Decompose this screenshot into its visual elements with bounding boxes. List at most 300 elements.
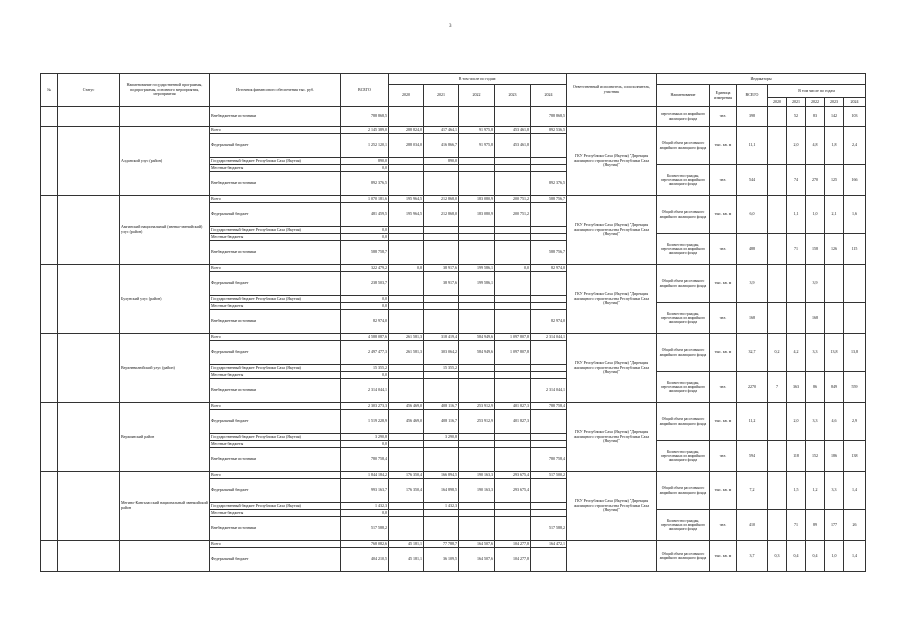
cell-ind-year: 1,4: [844, 541, 866, 572]
cell-year: [531, 296, 567, 303]
cell-n: [41, 541, 58, 572]
cell-ind-year: 0,4: [787, 541, 806, 572]
cell-total: 2 303 273,3: [341, 403, 389, 410]
cell-responsible: [567, 541, 657, 572]
cell-year: 453 461,8: [495, 134, 531, 158]
col-ind-unit: Единица измерения: [710, 85, 737, 107]
cell-ind-year: 115: [844, 234, 866, 265]
cell-year: [531, 341, 567, 365]
cell-ind-year: 13,8: [825, 334, 844, 372]
cell-source: Местные бюджеты: [210, 165, 341, 172]
cell-ind-year: 3,3: [806, 403, 825, 441]
cell-ind-unit: тыс. кв. м: [710, 403, 737, 441]
cell-year: 82 974,0: [531, 265, 567, 272]
cell-year: [389, 241, 424, 265]
cell-ind-year: 168: [806, 303, 825, 334]
cell-year: 183 080,9: [459, 203, 495, 227]
cell-year: [495, 379, 531, 403]
cell-total: 0,0: [341, 510, 389, 517]
cell-year: [459, 296, 495, 303]
cell-program: [120, 541, 210, 572]
cell-ind-year: 1,0: [825, 541, 844, 572]
cell-source: Внебюджетные источники: [210, 310, 341, 334]
cell-year: [495, 365, 531, 372]
cell-total: 588 758,7: [341, 241, 389, 265]
cell-total: 1 519 228,9: [341, 410, 389, 434]
cell-year: [459, 310, 495, 334]
year-header: 2021: [424, 85, 459, 107]
cell-year: 517 500,2: [531, 472, 567, 479]
cell-ind-year: 142: [825, 107, 844, 127]
cell-source: Федеральный бюджет: [210, 272, 341, 296]
cell-ind-year: [844, 265, 866, 303]
cell-source: Федеральный бюджет: [210, 410, 341, 434]
cell-year: [389, 441, 424, 448]
cell-ind-year: 849: [825, 372, 844, 403]
cell-source: Всего: [210, 334, 341, 341]
cell-ind-total: 488: [737, 234, 768, 265]
cell-year: 91 975,8: [459, 127, 495, 134]
cell-ind-name: Общий объем расселенного аварийного жилищного фонда: [657, 334, 710, 372]
cell-n: [41, 196, 58, 265]
cell-total: 322 479,2: [341, 265, 389, 272]
cell-n: [41, 107, 58, 127]
cell-ind-year: 2,9: [844, 403, 866, 441]
cell-ind-unit: чел.: [710, 165, 737, 196]
cell-year: [459, 107, 495, 127]
table-row: [41, 472, 866, 479]
cell-ind-total: 398: [737, 107, 768, 127]
cell-ind-unit: чел.: [710, 303, 737, 334]
cell-year: [531, 434, 567, 441]
cell-year: 38 917,6: [424, 265, 459, 272]
cell-ind-unit: чел.: [710, 510, 737, 541]
cell-source: Всего: [210, 127, 341, 134]
table-row: [41, 541, 866, 548]
cell-year: 77 788,7: [424, 541, 459, 548]
cell-year: [495, 372, 531, 379]
cell-year: 190 163,3: [459, 479, 495, 503]
cell-year: 212 868,0: [424, 203, 459, 227]
cell-year: 588 756,7: [531, 196, 567, 203]
cell-responsible: ГКУ Республики Саха (Якутия) "Дирекция жилищного строительства Республики Саха (Якутия)": [567, 127, 657, 196]
cell-status: [58, 472, 120, 541]
cell-ind-year: 4,6: [825, 403, 844, 441]
cell-total: 2 145 389,0: [341, 127, 389, 134]
cell-year: [424, 310, 459, 334]
cell-ind-year: [768, 265, 787, 303]
cell-year: 1 097 807,8: [495, 334, 531, 341]
cell-year: [389, 510, 424, 517]
cell-ind-year: 559: [844, 372, 866, 403]
cell-total: 2 314 044,1: [341, 379, 389, 403]
cell-year: 104 277,8: [495, 548, 531, 572]
cell-year: [495, 272, 531, 296]
cell-year: [531, 303, 567, 310]
cell-ind-year: 4,2: [787, 334, 806, 372]
cell-ind-name: Количество граждан, переселенных из аварийного жилищного фонда: [657, 165, 710, 196]
cell-year: 588 756,7: [531, 241, 567, 265]
cell-year: [389, 107, 424, 127]
cell-year: [424, 517, 459, 541]
year-header: 2022: [459, 85, 495, 107]
cell-year: [495, 303, 531, 310]
table-row: [41, 127, 866, 134]
ind-year-header: 2024: [844, 98, 866, 107]
cell-total: 788 868,5: [341, 107, 389, 127]
cell-year: 166 894,5: [424, 472, 459, 479]
cell-year: 176 350,4: [389, 479, 424, 503]
table-row: [41, 265, 866, 272]
cell-year: 1 097 807,8: [495, 341, 531, 365]
cell-total: 404 210,5: [341, 548, 389, 572]
cell-ind-year: 4,8: [806, 127, 825, 165]
cell-total: 0,0: [341, 165, 389, 172]
cell-ind-year: 1,4: [844, 472, 866, 510]
cell-source: Внебюджетные источники: [210, 172, 341, 196]
cell-source: Федеральный бюджет: [210, 479, 341, 503]
cell-year: 261 581,3: [389, 334, 424, 341]
cell-total: 0,0: [341, 441, 389, 448]
cell-year: [495, 165, 531, 172]
cell-year: [459, 158, 495, 165]
cell-year: 780 758,4: [531, 448, 567, 472]
cell-year: [531, 227, 567, 234]
cell-year: [424, 172, 459, 196]
cell-source: Федеральный бюджет: [210, 203, 341, 227]
cell-source: Местные бюджеты: [210, 372, 341, 379]
cell-ind-year: 3,9: [806, 265, 825, 303]
page-number: 3: [449, 24, 452, 29]
cell-ind-year: 166: [844, 165, 866, 196]
cell-year: 417 464,1: [424, 127, 459, 134]
cell-year: 408 116,7: [424, 410, 459, 434]
cell-ind-year: 1,6: [844, 196, 866, 234]
cell-year: [495, 241, 531, 265]
cell-total: 2 497 477,3: [341, 341, 389, 365]
cell-year: [424, 379, 459, 403]
cell-year: 38 917,6: [424, 272, 459, 296]
cell-year: [424, 241, 459, 265]
cell-year: [389, 379, 424, 403]
cell-year: 401 827,3: [495, 410, 531, 434]
cell-ind-year: 86: [806, 372, 825, 403]
cell-ind-year: 13,8: [844, 334, 866, 372]
cell-year: [531, 479, 567, 503]
cell-ind-year: 1,0: [806, 196, 825, 234]
cell-ind-year: [768, 196, 787, 234]
cell-year: 788 758,4: [531, 403, 567, 410]
cell-source: Внебюджетные источники: [210, 241, 341, 265]
cell-source: Местные бюджеты: [210, 510, 341, 517]
cell-year: 261 581,3: [389, 341, 424, 365]
cell-ind-name: Количество граждан, переселенных из аварийного жилищного фонда: [657, 441, 710, 472]
cell-ind-year: 270: [806, 165, 825, 196]
cell-year: 91 975,8: [459, 134, 495, 158]
cell-source: Местные бюджеты: [210, 303, 341, 310]
cell-year: [424, 227, 459, 234]
cell-total: 4 588 087,6: [341, 334, 389, 341]
cell-ind-year: 2,0: [787, 403, 806, 441]
cell-ind-year: 26: [844, 510, 866, 541]
cell-year: [389, 158, 424, 165]
cell-year: 288 824,0: [389, 127, 424, 134]
cell-total: 0,0: [341, 234, 389, 241]
table-row: [41, 334, 866, 341]
cell-n: [41, 265, 58, 334]
cell-year: [495, 172, 531, 196]
cell-year: 199 586,1: [459, 265, 495, 272]
cell-year: [495, 234, 531, 241]
cell-ind-year: 0,4: [806, 541, 825, 572]
cell-ind-year: 0,2: [768, 334, 787, 372]
cell-source: Всего: [210, 541, 341, 548]
cell-ind-year: 118: [787, 441, 806, 472]
col-ind-name: Наименование: [657, 85, 710, 107]
cell-program: [120, 107, 210, 127]
cell-ind-year: 83: [806, 107, 825, 127]
cell-ind-year: 7: [768, 372, 787, 403]
cell-ind-total: 544: [737, 165, 768, 196]
cell-year: 517 588,2: [531, 517, 567, 541]
cell-n: [41, 127, 58, 196]
cell-year: 2 314 044,1: [531, 334, 567, 341]
cell-total: 892 376,5: [341, 172, 389, 196]
col-responsible: Ответственный исполнитель, соисполнитель, участник: [567, 74, 657, 107]
cell-year: [495, 296, 531, 303]
program-table: [40, 73, 866, 572]
cell-total: 993 163,7: [341, 479, 389, 503]
cell-responsible: ГКУ Республики Саха (Якутия) "Дирекция жилищного строительства Республики Саха (Якутия)": [567, 265, 657, 334]
cell-ind-year: 2,0: [787, 127, 806, 165]
cell-ind-year: 71: [787, 234, 806, 265]
cell-source: Всего: [210, 472, 341, 479]
cell-responsible: ГКУ Республики Саха (Якутия) "Дирекция жилищного строительства Республики Саха (Якутия)": [567, 334, 657, 403]
cell-total: 0,0: [341, 372, 389, 379]
cell-year: [389, 165, 424, 172]
col-n: №: [41, 74, 58, 107]
cell-total: 481 459,5: [341, 203, 389, 227]
ind-year-header: 2023: [825, 98, 844, 107]
cell-year: [459, 165, 495, 172]
cell-ind-year: [825, 303, 844, 334]
table-row: [41, 403, 866, 410]
cell-status: [58, 334, 120, 403]
cell-ind-year: 103: [844, 107, 866, 127]
cell-source: Государственный бюджет Республики Саха (Якутия): [210, 365, 341, 372]
cell-year: 456 469,0: [389, 410, 424, 434]
cell-year: 195 964,5: [389, 196, 424, 203]
cell-source: Внебюджетные источники: [210, 379, 341, 403]
cell-total: 1 070 181,6: [341, 196, 389, 203]
cell-ind-unit: тыс. кв. м: [710, 334, 737, 372]
cell-ind-total: 11,1: [737, 127, 768, 165]
cell-ind-name: Общий объем расселенного аварийного жилищного фонда: [657, 265, 710, 303]
cell-year: 200 751,2: [495, 196, 531, 203]
cell-year: 190 163,3: [459, 472, 495, 479]
cell-total: 3 290,8: [341, 434, 389, 441]
cell-year: [531, 441, 567, 448]
cell-ind-total: 32,7: [737, 334, 768, 372]
year-header: 2023: [495, 85, 531, 107]
cell-year: [389, 448, 424, 472]
cell-year: 45 181,1: [389, 548, 424, 572]
cell-source: Внебюджетные источники: [210, 107, 341, 127]
cell-total: 1 844 184,2: [341, 472, 389, 479]
cell-year: 408 116,7: [424, 403, 459, 410]
cell-year: [531, 410, 567, 434]
cell-source: Государственный бюджет Республики Саха (Якутия): [210, 158, 341, 165]
cell-year: [389, 365, 424, 372]
cell-year: 892 376,5: [531, 172, 567, 196]
cell-source: Государственный бюджет Республики Саха (Якутия): [210, 296, 341, 303]
cell-year: [424, 510, 459, 517]
cell-year: 303 064,2: [424, 341, 459, 365]
cell-program: Алданский улус (район): [120, 127, 210, 196]
cell-ind-year: 152: [806, 441, 825, 472]
cell-year: 293 675,4: [495, 472, 531, 479]
cell-responsible: ГКУ Республики Саха (Якутия) "Дирекция жилищного строительства Республики Саха (Якутия)": [567, 196, 657, 265]
cell-year: 456 469,0: [389, 403, 424, 410]
cell-program: Верхоянский район: [120, 403, 210, 472]
cell-year: 293 675,4: [495, 479, 531, 503]
cell-year: [495, 517, 531, 541]
cell-ind-year: [768, 127, 787, 165]
cell-year: [389, 517, 424, 541]
cell-status: [58, 403, 120, 472]
cell-year: [495, 107, 531, 127]
cell-year: [495, 503, 531, 510]
cell-year: 200 751,2: [495, 203, 531, 227]
cell-ind-year: 1,1: [787, 196, 806, 234]
cell-n: [41, 472, 58, 541]
cell-status: [58, 265, 120, 334]
cell-year: 584 949,6: [459, 341, 495, 365]
cell-year: [424, 107, 459, 127]
cell-ind-year: 89: [806, 510, 825, 541]
cell-ind-year: [768, 510, 787, 541]
cell-total: 0,0: [341, 227, 389, 234]
col-status: Статус: [58, 74, 120, 107]
cell-ind-total: 11,2: [737, 403, 768, 441]
cell-source: Федеральный бюджет: [210, 341, 341, 365]
cell-year: [531, 158, 567, 165]
cell-year: [459, 434, 495, 441]
cell-source: Местные бюджеты: [210, 234, 341, 241]
cell-year: [531, 272, 567, 296]
cell-year: [424, 448, 459, 472]
cell-ind-total: 6,0: [737, 196, 768, 234]
cell-ind-total: 594: [737, 441, 768, 472]
col-ind-total: ВСЕГО: [737, 85, 768, 107]
cell-ind-unit: тыс. кв. м: [710, 196, 737, 234]
cell-year: 176 350,4: [389, 472, 424, 479]
cell-year: 164 898,5: [424, 479, 459, 503]
cell-ind-name: Количество граждан, переселенных из аварийного жилищного фонда: [657, 303, 710, 334]
cell-n: [41, 334, 58, 403]
cell-total: 0,0: [341, 296, 389, 303]
cell-year: [459, 379, 495, 403]
cell-status: [58, 107, 120, 127]
cell-year: 318 419,4: [424, 334, 459, 341]
cell-ind-year: 2,1: [825, 196, 844, 234]
cell-ind-unit: чел.: [710, 372, 737, 403]
ind-year-header: 2021: [787, 98, 806, 107]
cell-ind-year: 3,3: [806, 334, 825, 372]
cell-year: [424, 303, 459, 310]
cell-year: [495, 448, 531, 472]
cell-year: 788 868,5: [531, 107, 567, 127]
cell-year: [424, 441, 459, 448]
cell-year: [424, 165, 459, 172]
cell-source: Всего: [210, 403, 341, 410]
cell-ind-year: 0,3: [768, 541, 787, 572]
cell-status: [58, 127, 120, 196]
cell-ind-year: 2,4: [844, 127, 866, 165]
cell-program: Верхневилюйский улус (район): [120, 334, 210, 403]
cell-year: [495, 227, 531, 234]
cell-ind-unit: тыс. кв. м: [710, 127, 737, 165]
cell-source: Всего: [210, 265, 341, 272]
cell-source: Всего: [210, 196, 341, 203]
cell-ind-year: [768, 107, 787, 127]
cell-year: 890,0: [424, 158, 459, 165]
cell-year: [459, 510, 495, 517]
cell-year: 82 974,0: [531, 310, 567, 334]
cell-ind-year: [768, 441, 787, 472]
cell-year: 183 080,9: [459, 196, 495, 203]
cell-year: 164 507,6: [459, 541, 495, 548]
cell-year: 199 586,1: [459, 272, 495, 296]
cell-total: 1 432,3: [341, 503, 389, 510]
cell-total: 517 588,2: [341, 517, 389, 541]
table-row: [41, 107, 866, 127]
cell-source: Внебюджетные источники: [210, 517, 341, 541]
cell-source: Государственный бюджет Республики Саха (Якутия): [210, 503, 341, 510]
cell-ind-year: 363: [787, 372, 806, 403]
cell-year: [459, 172, 495, 196]
col-program: Наименование государственной программы, подпрограммы, основного мероприятия, мероприятия: [120, 74, 210, 107]
cell-ind-name: Количество граждан, переселенных из аварийного жилищного фонда: [657, 372, 710, 403]
cell-total: 1 252 120,1: [341, 134, 389, 158]
cell-year: [459, 227, 495, 234]
cell-ind-name: Количество граждан, переселенных из аварийного жилищного фонда: [657, 234, 710, 265]
ind-year-header: 2022: [806, 98, 825, 107]
cell-year: [531, 548, 567, 572]
cell-ind-unit: чел.: [710, 441, 737, 472]
cell-total: 890,0: [341, 158, 389, 165]
cell-year: 164 472,1: [531, 541, 567, 548]
cell-ind-unit: тыс. кв. м: [710, 265, 737, 303]
cell-ind-unit: чел.: [710, 234, 737, 265]
cell-ind-name: Общий объем расселенного аварийного жилищного фонда: [657, 472, 710, 510]
cell-ind-year: [787, 265, 806, 303]
col-total: ВСЕГО: [341, 74, 389, 107]
cell-ind-total: 7,2: [737, 472, 768, 510]
cell-ind-total: 168: [737, 303, 768, 334]
cell-year: [389, 234, 424, 241]
cell-year: [531, 203, 567, 227]
cell-status: [58, 541, 120, 572]
cell-year: 253 912,9: [459, 410, 495, 434]
cell-ind-total: 3,7: [737, 541, 768, 572]
cell-year: 584 949,6: [459, 334, 495, 341]
cell-year: [459, 448, 495, 472]
cell-year: [495, 441, 531, 448]
cell-year: 0,0: [389, 265, 424, 272]
cell-year: 1 432,3: [424, 503, 459, 510]
cell-ind-total: 2270: [737, 372, 768, 403]
